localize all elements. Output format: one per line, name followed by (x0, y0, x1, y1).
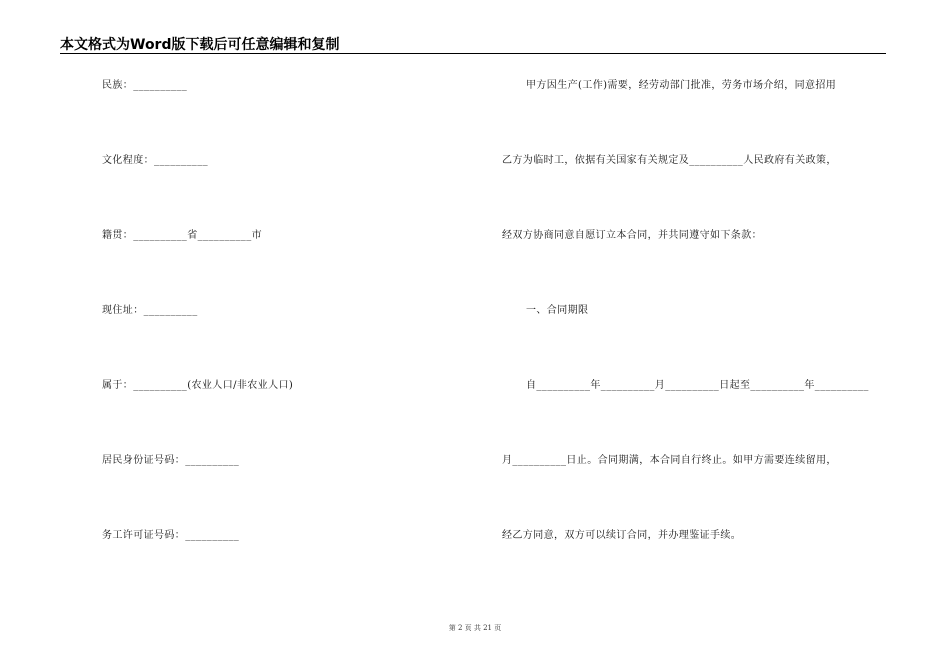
paragraph-line: 自__________年__________月__________日起至__________年__________ (526, 380, 869, 391)
header-divider (60, 53, 886, 54)
section-heading-contract-term: 一、合同期限 (526, 305, 589, 316)
document-header-title: 本文格式为Word版下载后可任意编辑和复制 (60, 37, 340, 53)
paragraph-line: 经乙方同意，双方可以续订合同，并办理鉴证手续。 (502, 530, 742, 541)
page-number: 第 2 页 共 21 页 (448, 624, 502, 632)
paragraph-line: 甲方因生产(工作)需要，经劳动部门批准，劳务市场介绍，同意招用 (526, 80, 837, 91)
field-native-place: 籍贯：__________省__________市 (102, 230, 262, 241)
field-current-address: 现住址：__________ (102, 305, 198, 316)
field-ethnicity: 民族：__________ (102, 80, 188, 91)
field-work-permit-number: 务工许可证号码：__________ (102, 530, 240, 541)
paragraph-line: 乙方为临时工，依据有关国家有关规定及__________人民政府有关政策， (502, 155, 837, 166)
paragraph-line: 经双方协商同意自愿订立本合同，并共同遵守如下条款： (502, 230, 762, 241)
field-id-number: 居民身份证号码：__________ (102, 455, 240, 466)
field-education: 文化程度：__________ (102, 155, 208, 166)
field-household-type: 属于：__________(农业人口/非农业人口) (102, 380, 294, 391)
paragraph-line: 月__________日止。合同期满，本合同自行终止。如甲方需要连续留用， (502, 455, 837, 466)
